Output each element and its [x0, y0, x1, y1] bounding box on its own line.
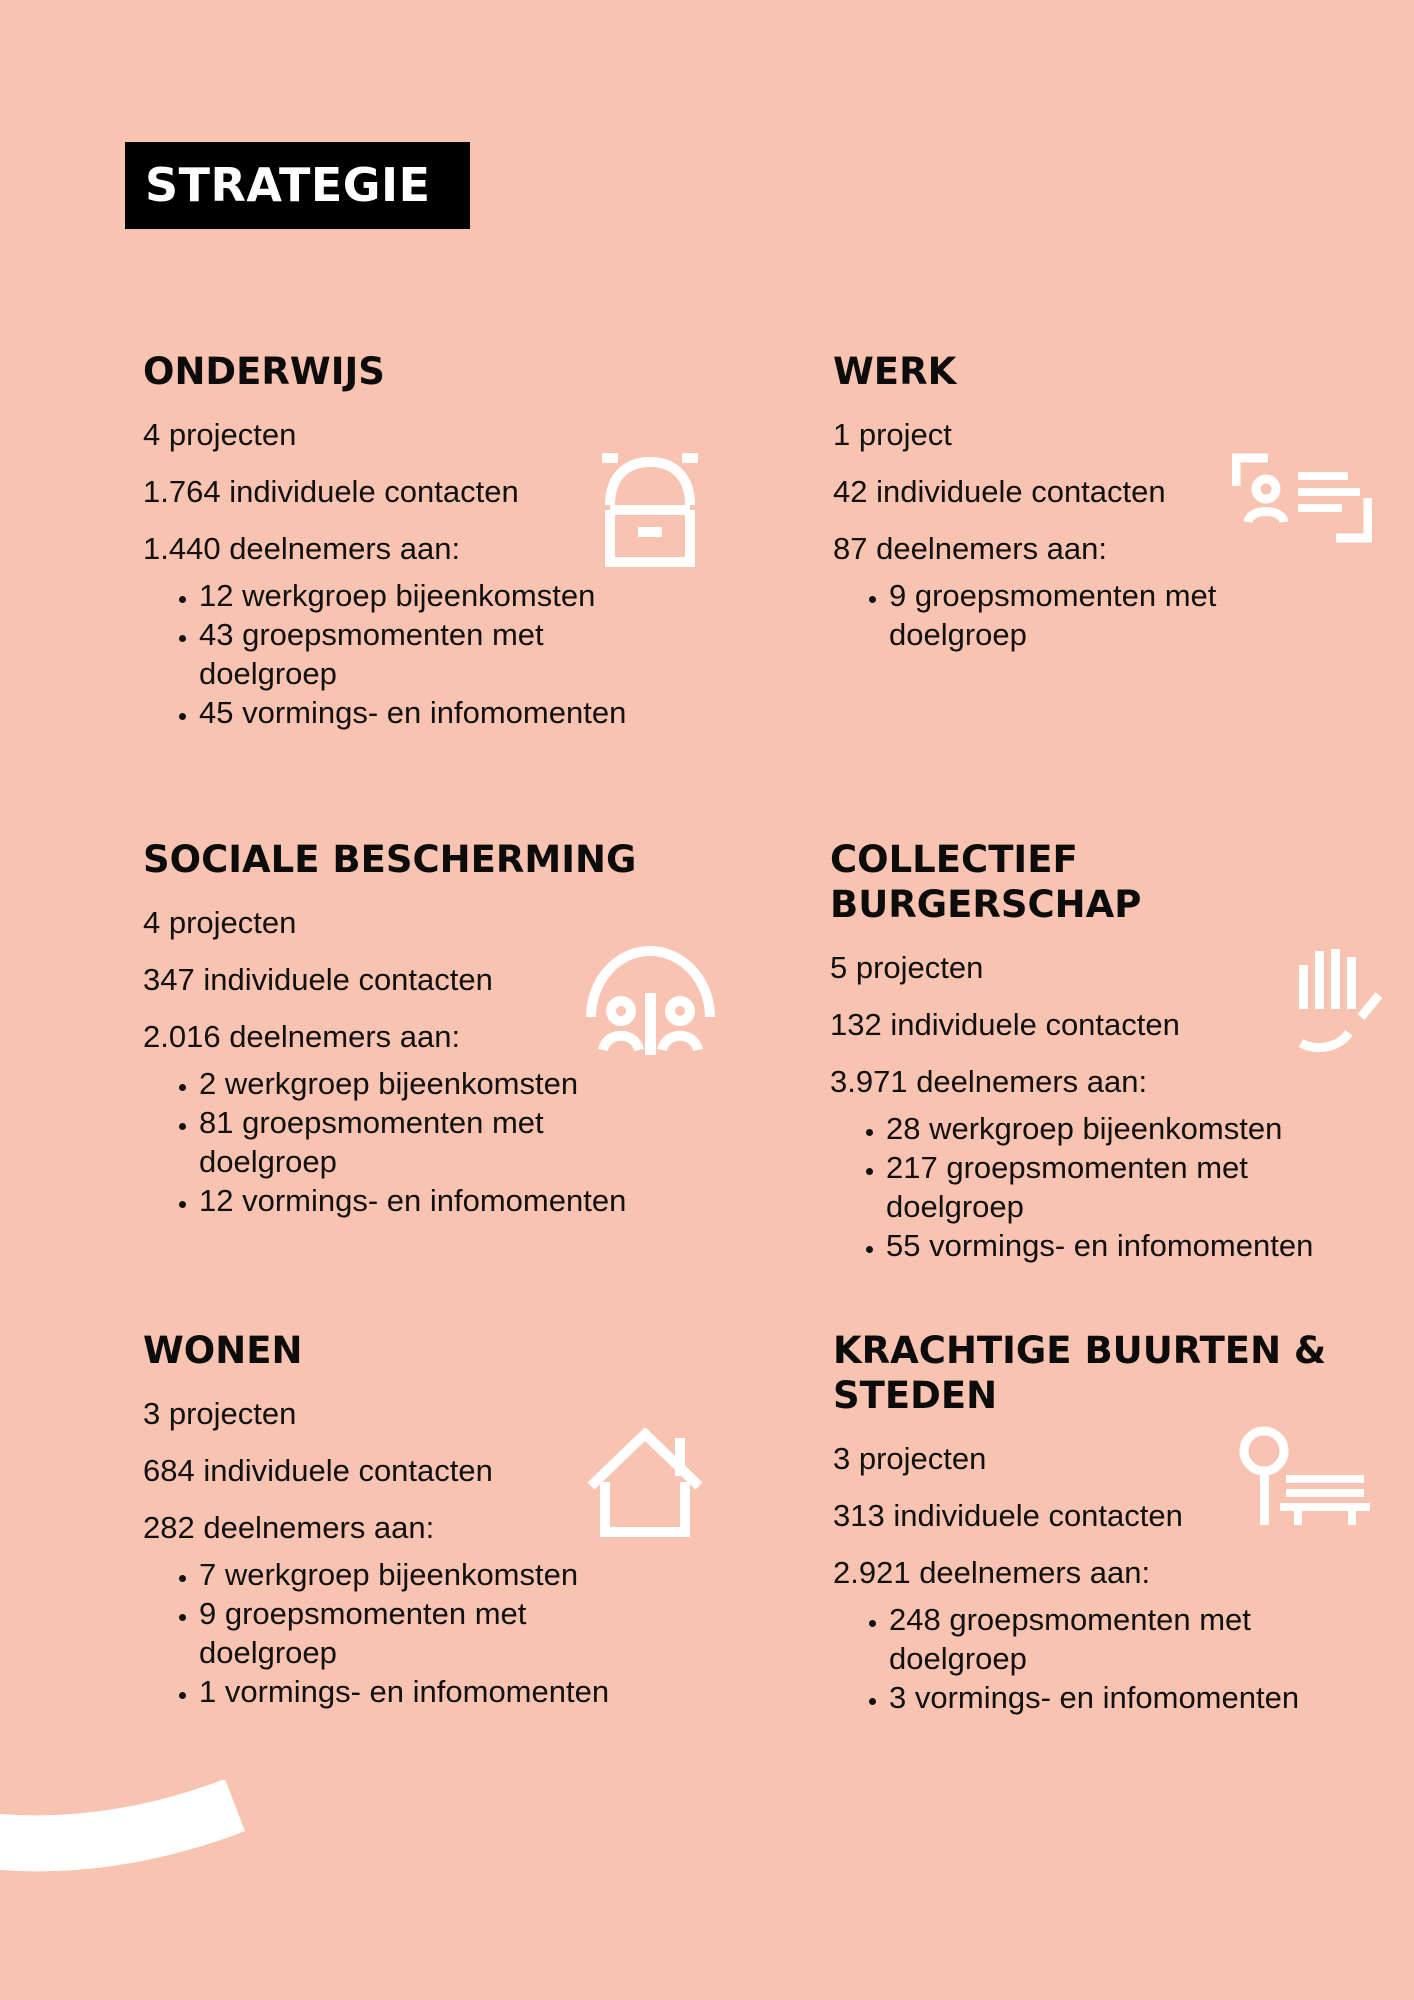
participants-count: 282 deelnemers aan:: [143, 1510, 435, 1545]
list-item: • 12 werkgroep bijeenkomsten: [199, 576, 663, 615]
protected-people-icon: [583, 945, 718, 1055]
participants-count: 2.921 deelnemers aan:: [833, 1555, 1151, 1590]
list-item: • 9 groepsmomenten met doelgroep: [199, 1594, 663, 1672]
raised-hand-icon: [1295, 945, 1385, 1055]
park-bench-icon: [1238, 1425, 1370, 1527]
list-item: • 1 vormings- en infomomenten: [199, 1672, 663, 1711]
section-onderwijs: [143, 349, 663, 732]
projects-count: 3 projecten: [143, 1396, 297, 1431]
section-heading: WERK: [833, 350, 957, 393]
section-heading: SOCIALE BESCHERMING: [143, 838, 637, 881]
contacts-count: 132 individuele contacten: [830, 1007, 1180, 1042]
list-item: • 217 groepsmomenten met doelgroep: [886, 1148, 1390, 1226]
projects-count: 5 projecten: [830, 950, 984, 985]
section-heading: WONEN: [143, 1329, 303, 1372]
page-title: STRATEGIE: [125, 142, 470, 229]
list-item: • 43 groepsmomenten met doelgroep: [199, 615, 663, 693]
house-icon: [585, 1428, 705, 1540]
contacts-count: 42 individuele contacten: [833, 474, 1166, 509]
contacts-count: 684 individuele contacten: [143, 1453, 493, 1488]
list-item: • 248 groepsmomenten met doelgroep: [889, 1600, 1353, 1678]
list-item: • 2 werkgroep bijeenkomsten: [199, 1064, 663, 1103]
participants-count: 87 deelnemers aan:: [833, 531, 1108, 566]
contacts-count: 313 individuele contacten: [833, 1498, 1183, 1533]
list-item: • 9 groepsmomenten met doelgroep: [889, 576, 1269, 654]
projects-count: 4 projecten: [143, 417, 297, 452]
id-card-icon: [1232, 452, 1372, 544]
participants-count: 1.440 deelnemers aan:: [143, 531, 461, 566]
contacts-count: 1.764 individuele contacten: [143, 474, 519, 509]
list-item: • 81 groepsmomenten met doelgroep: [199, 1103, 663, 1181]
projects-count: 3 projecten: [833, 1441, 987, 1476]
list-item: • 12 vormings- en infomomenten: [199, 1181, 663, 1220]
participants-count: 3.971 deelnemers aan:: [830, 1064, 1148, 1099]
backpack-icon: [600, 450, 700, 570]
contacts-count: 347 individuele contacten: [143, 962, 493, 997]
section-heading: ONDERWIJS: [143, 350, 385, 393]
list-item: • 45 vormings- en infomomenten: [199, 693, 663, 732]
section-heading: KRACHTIGE BUURTEN & STEDEN: [833, 1329, 1327, 1417]
decorative-arc: [0, 1780, 280, 1930]
list-item: • 55 vormings- en infomomenten: [886, 1226, 1390, 1265]
list-item: • 7 werkgroep bijeenkomsten: [199, 1555, 663, 1594]
projects-count: 1 project: [833, 417, 952, 452]
participants-count: 2.016 deelnemers aan:: [143, 1019, 461, 1054]
list-item: • 28 werkgroep bijeenkomsten: [886, 1109, 1390, 1148]
section-heading: COLLECTIEF BURGERSCHAP: [830, 838, 1142, 926]
list-item: • 3 vormings- en infomomenten: [889, 1678, 1353, 1717]
projects-count: 4 projecten: [143, 905, 297, 940]
